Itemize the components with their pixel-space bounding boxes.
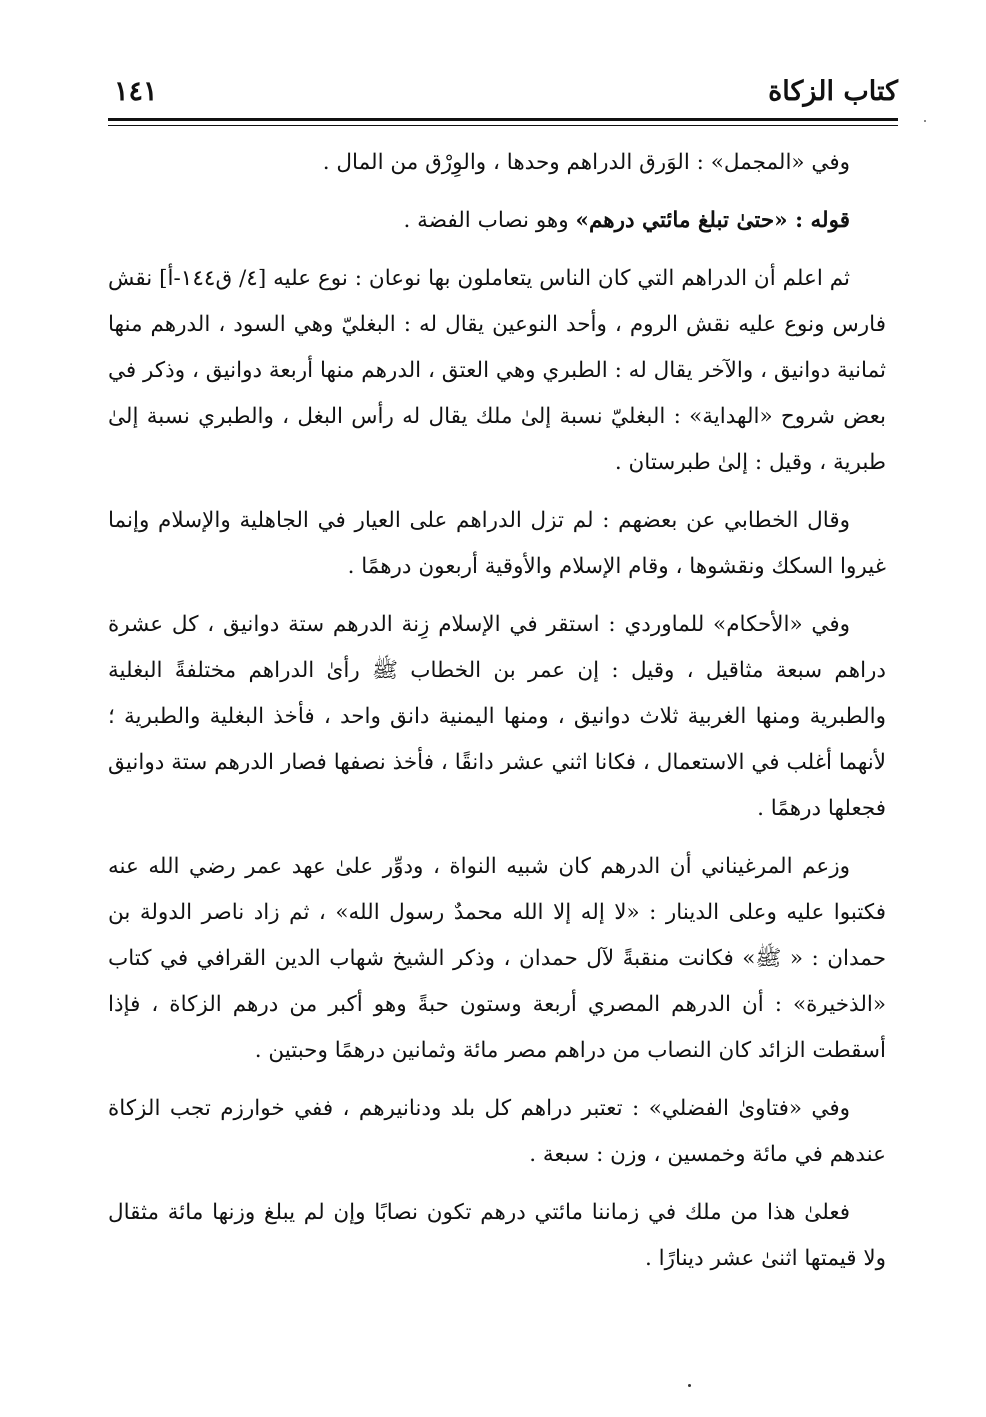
paragraph-6 xyxy=(108,844,886,1074)
paragraph-lead: قوله : «حتىٰ تبلغ مائتي درهم» xyxy=(575,208,850,233)
paragraph-3 xyxy=(108,256,886,486)
footer-mark xyxy=(688,1384,691,1387)
chapter-title: كتاب الزكاة xyxy=(768,76,898,107)
paragraph-text: وزعم المرغيناني أن الدرهم كان شبيه النواة ، ودوِّر علىٰ عهد عمر رضي الله عنه فكتبوا عليه وعلى الدينار : «لا إله إلا الله محمدٌ رسول الله» ، ثم زاد ناصر الدولة بن حمدان : « ﷺ» فكانت منقبةً لآل حمدان ، وذكر الشيخ شهاب الدين القرافي في كتاب «الذخيرة» : أن الدرهم المصري أربعة وستون حبةً وهو أكبر من درهم الزكاة ، فإذا أسقطت الزائد كان النصاب من دراهم مصر مائة وثمانين درهمًا وحبتين . xyxy=(108,854,886,1063)
paragraph-1 xyxy=(108,140,886,186)
body-text xyxy=(108,140,886,1294)
paragraph-4 xyxy=(108,498,886,590)
paragraph-8 xyxy=(108,1190,886,1282)
paragraph-text: وفي «فتاوىٰ الفضلي» : تعتبر دراهم كل بلد ودنانيرهم ، ففي خوارزم تجب الزكاة عندهم في مائة وخمسين ، وزن : سبعة . xyxy=(108,1096,886,1167)
paragraph-text: ثم اعلم أن الدراهم التي كان الناس يتعاملون بها نوعان : نوع عليه [٤/ ق١٤٤-أ] نقش فارس ونوع عليه نقش الروم ، وأحد النوعين يقال له : البغليّ وهي السود ، الدرهم منها ثمانية دوانيق ، والآخر يقال له : الطبري وهي العتق ، الدرهم منها أربعة دوانيق ، وذكر في بعض شروح «الهداية» : البغليّ نسبة إلىٰ ملك يقال له رأس البغل ، والطبري نسبة إلىٰ طبرية ، وقيل : إلىٰ طبرستان . xyxy=(108,266,886,475)
paragraph-2 xyxy=(108,198,886,244)
page-number: ١٤١ xyxy=(114,76,158,107)
paragraph-text: وهو نصاب الفضة . xyxy=(403,208,576,233)
paragraph-text: وقال الخطابي عن بعضهم : لم تزل الدراهم على العيار في الجاهلية والإسلام وإنما غيروا السكك ونقشوها ، وقام الإسلام والأوقية أربعون درهمًا . xyxy=(108,508,886,579)
paragraph-text: فعلىٰ هذا من ملك في زماننا مائتي درهم تكون نصابًا وإن لم يبلغ وزنها مائة مثقال ولا قيمتها اثنىٰ عشر دينارًا . xyxy=(108,1200,886,1271)
margin-mark xyxy=(924,120,926,122)
paragraph-text: وفي «الأحكام» للماوردي : استقر في الإسلام زِنة الدرهم ستة دوانيق ، كل عشرة دراهم سبعة مثاقيل ، وقيل : إن عمر بن الخطاب ﷺ رأىٰ الدراهم مختلفةً البغلية والطبرية ومنها الغربية ثلاث دوانيق ، ومنها اليمنية دانق واحد ، فأخذ البغلية والطبرية ؛ لأنهما أغلب في الاستعمال ، فكانا اثني عشر دانقًا ، فأخذ نصفها فصار الدرهم ستة دوانيق فجعلها درهمًا . xyxy=(108,612,886,821)
header-rule-thick xyxy=(108,118,898,121)
header-rule-thin xyxy=(108,125,898,126)
page-header xyxy=(108,58,898,120)
paragraph-7 xyxy=(108,1086,886,1178)
paragraph-text: وفي «المجمل» : الوَرق الدراهم وحدها ، والوِرْق من المال . xyxy=(322,150,850,175)
paragraph-5 xyxy=(108,602,886,832)
